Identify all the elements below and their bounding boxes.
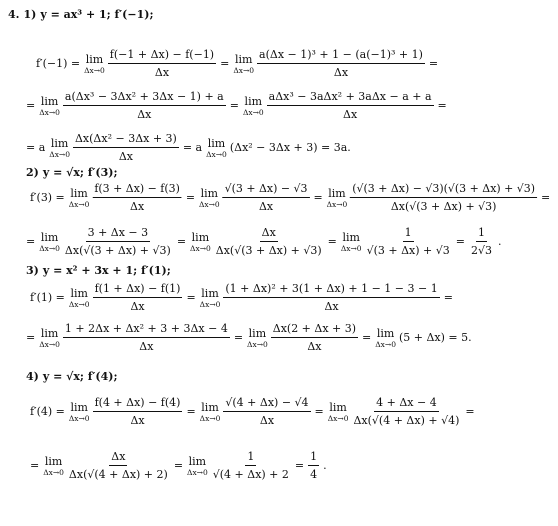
- math-text: = a: [26, 141, 46, 154]
- fraction: [257, 48, 425, 79]
- fraction: [350, 182, 537, 213]
- math-text: = a: [182, 141, 203, 154]
- limit-subscript: Δx→0: [187, 467, 208, 477]
- math-text: =: [26, 235, 36, 248]
- fraction-numerator: f(4 + Δx) − f(4): [93, 396, 183, 412]
- fraction-numerator: aΔx³ − 3aΔx² + 3aΔx − a + a: [267, 90, 434, 106]
- limit-operator: [69, 187, 90, 209]
- limit-subscript: Δx→0: [190, 243, 211, 253]
- fraction-numerator: 1: [308, 450, 319, 466]
- fraction-denominator: √(3 + Δx) + √3: [366, 244, 450, 257]
- fraction: [214, 226, 324, 257]
- part-4-header: [26, 370, 122, 383]
- part-1-line-2: [26, 90, 451, 121]
- fraction-denominator: Δx(√(3 + Δx) + √3): [390, 199, 497, 213]
- limit-subscript: Δx→0: [84, 65, 105, 75]
- part-3-header: [26, 264, 175, 277]
- fraction-denominator: Δx: [333, 66, 349, 79]
- fraction-denominator: Δx(√(4 + Δx) + √4): [353, 414, 460, 427]
- math-text: =: [185, 191, 196, 204]
- part-3-label: 3): [26, 264, 39, 277]
- part-1-line-3: [26, 132, 355, 163]
- part-3-line-2: [26, 322, 476, 353]
- fraction-denominator: 4: [310, 468, 318, 481]
- limit-subscript: Δx→0: [68, 199, 90, 209]
- fraction-denominator: Δx: [307, 340, 322, 353]
- limit-operator: [69, 401, 90, 423]
- part-4-line-1: [30, 396, 479, 427]
- fraction-numerator: f(−1 + Δx) − f(−1): [108, 48, 216, 64]
- part-1-header: [8, 8, 158, 21]
- fraction-numerator: Δx: [260, 226, 278, 242]
- math-text: =: [327, 235, 337, 248]
- fraction-numerator: f(1 + Δx) − f(1): [93, 282, 183, 298]
- fraction: [223, 182, 310, 213]
- limit-subscript: Δx→0: [39, 339, 60, 349]
- limit-word: lim: [70, 286, 88, 300]
- limit-word: lim: [50, 136, 69, 150]
- math-text: =: [186, 405, 196, 418]
- part-1-line-1: [36, 48, 442, 79]
- limit-word: lim: [376, 326, 395, 340]
- fraction-numerator: (√(3 + Δx) − √3)(√(3 + Δx) + √3): [350, 182, 537, 198]
- fraction: [351, 396, 461, 427]
- limit-word: lim: [328, 186, 346, 200]
- limit-operator: [247, 327, 268, 349]
- limit-operator: [243, 95, 264, 117]
- fraction: [223, 282, 439, 313]
- fraction-denominator: Δx: [259, 414, 275, 427]
- math-text: =: [455, 235, 465, 248]
- limit-subscript: Δx→0: [199, 199, 220, 209]
- fraction-numerator: 3 + Δx − 3: [86, 226, 151, 242]
- fraction-numerator: (1 + Δx)² + 3(1 + Δx) + 1 − 1 − 3 − 1: [223, 282, 439, 298]
- fraction: [63, 226, 173, 257]
- math-text: =: [30, 459, 40, 472]
- limit-subscript: Δx→0: [39, 107, 60, 117]
- math-text: f′(1) =: [30, 291, 65, 304]
- fraction-numerator: a(Δx³ − 3Δx² + 3Δx − 1) + a: [63, 90, 226, 106]
- limit-operator: [49, 137, 70, 159]
- part-4-label: 4): [26, 370, 39, 383]
- limit-subscript: Δx→0: [375, 339, 396, 349]
- part-3-condition: y = x² + 3x + 1; f′(1);: [42, 264, 171, 277]
- limit-operator: [39, 231, 60, 253]
- limit-word: lim: [191, 230, 210, 244]
- math-text: =: [176, 235, 187, 248]
- math-text: (5 + Δx) = 5.: [398, 331, 472, 344]
- fraction: [365, 226, 452, 257]
- fraction: [93, 282, 183, 313]
- fraction: [63, 322, 230, 353]
- limit-subscript: Δx→0: [247, 339, 268, 349]
- fraction-denominator: Δx(√(3 + Δx) + √3): [64, 244, 171, 257]
- part-4-line-2: [30, 450, 331, 481]
- fraction-denominator: 2√3: [470, 244, 492, 257]
- limit-word: lim: [40, 326, 59, 340]
- fraction-denominator: √(4 + Δx) + 2: [212, 468, 289, 481]
- fraction: [271, 322, 358, 353]
- part-2-line-1: [30, 182, 554, 213]
- fraction-denominator: Δx: [118, 150, 133, 163]
- fraction-denominator: Δx: [154, 66, 170, 79]
- limit-operator: [39, 327, 60, 349]
- math-text: =: [362, 331, 372, 344]
- part-2-label: 2): [26, 166, 39, 179]
- fraction-numerator: Δx: [109, 450, 127, 466]
- limit-word: lim: [40, 94, 59, 108]
- fraction: [211, 450, 291, 481]
- limit-word: lim: [234, 52, 253, 66]
- fraction: [308, 450, 319, 481]
- limit-word: lim: [70, 186, 88, 200]
- math-text: =: [26, 99, 36, 112]
- math-text: =: [26, 331, 36, 344]
- limit-word: lim: [329, 400, 347, 414]
- part-2-line-2: [26, 226, 505, 257]
- math-text: =: [313, 191, 323, 204]
- fraction-denominator: Δx: [139, 340, 154, 353]
- math-text: =: [294, 459, 305, 472]
- fraction: [108, 48, 216, 79]
- math-text: =: [186, 291, 196, 304]
- fraction-numerator: √(3 + Δx) − √3: [223, 182, 310, 198]
- limit-word: lim: [188, 454, 207, 468]
- math-text: f′(−1) =: [36, 57, 81, 70]
- fraction-numerator: a(Δx − 1)³ + 1 − (a(−1)³ + 1): [257, 48, 425, 64]
- fraction-numerator: f(3 + Δx) − f(3): [92, 182, 182, 198]
- limit-subscript: Δx→0: [39, 243, 60, 253]
- limit-word: lim: [201, 400, 219, 414]
- part-4-condition: y = √x; f′(4);: [42, 370, 118, 383]
- fraction-denominator: Δx: [324, 300, 339, 313]
- math-text: f′(3) =: [30, 191, 65, 204]
- math-text: =: [428, 57, 439, 70]
- fraction-numerator: 1: [476, 226, 487, 242]
- fraction-numerator: 4 + Δx − 4: [374, 396, 439, 412]
- limit-subscript: Δx→0: [326, 199, 348, 209]
- limit-word: lim: [44, 454, 63, 468]
- limit-word: lim: [244, 94, 263, 108]
- limit-word: lim: [70, 400, 88, 414]
- fraction-denominator: Δx: [130, 199, 145, 213]
- fraction: [73, 132, 179, 163]
- limit-subscript: Δx→0: [68, 299, 90, 309]
- part-2-header: [26, 166, 122, 179]
- fraction: [67, 450, 170, 481]
- fraction-numerator: Δx(2 + Δx + 3): [271, 322, 358, 338]
- fraction-numerator: 1: [403, 226, 414, 242]
- fraction-denominator: Δx(√(3 + Δx) + √3): [215, 244, 322, 257]
- fraction-denominator: Δx: [137, 108, 152, 121]
- math-text: =: [541, 191, 551, 204]
- math-text: =: [173, 459, 184, 472]
- limit-subscript: Δx→0: [340, 243, 362, 253]
- part-2-condition: y = √x; f′(3);: [42, 166, 118, 179]
- fraction-numerator: √(4 + Δx) − √4: [223, 396, 310, 412]
- limit-operator: [43, 455, 64, 477]
- limit-word: lim: [200, 186, 219, 200]
- math-text: =: [443, 291, 453, 304]
- limit-subscript: Δx→0: [43, 467, 64, 477]
- fraction-numerator: 1: [245, 450, 256, 466]
- limit-operator: [327, 187, 348, 209]
- fraction-denominator: Δx: [130, 300, 145, 313]
- limit-operator: [190, 231, 211, 253]
- part-3-line-1: [30, 282, 457, 313]
- math-text: =: [233, 331, 244, 344]
- part-1-condition: y = ax³ + 1; f′(−1);: [40, 8, 154, 21]
- fraction-denominator: Δx: [130, 414, 145, 427]
- math-text: =: [437, 99, 447, 112]
- fraction-denominator: Δx(√(4 + Δx) + 2): [68, 468, 168, 481]
- math-text: =: [229, 99, 239, 112]
- problem-number: 4.: [8, 8, 20, 21]
- fraction: [267, 90, 434, 121]
- math-text: =: [220, 57, 230, 70]
- limit-operator: [39, 95, 60, 117]
- limit-word: lim: [201, 286, 219, 300]
- limit-operator: [200, 287, 221, 309]
- limit-subscript: Δx→0: [327, 413, 349, 423]
- math-text: =: [465, 405, 475, 418]
- limit-operator: [69, 287, 90, 309]
- fraction: [93, 396, 183, 427]
- math-text: .: [497, 235, 502, 248]
- limit-operator: [84, 53, 105, 75]
- limit-subscript: Δx→0: [199, 413, 221, 423]
- limit-word: lim: [40, 230, 59, 244]
- limit-operator: [206, 137, 227, 159]
- limit-subscript: Δx→0: [68, 413, 90, 423]
- limit-operator: [187, 455, 208, 477]
- math-text: (Δx² − 3Δx + 3) = 3a.: [229, 141, 351, 154]
- limit-operator: [328, 401, 349, 423]
- limit-subscript: Δx→0: [206, 149, 227, 159]
- limit-operator: [341, 231, 362, 253]
- fraction-numerator: 1 + 2Δx + Δx² + 3 + 3Δx − 4: [63, 322, 230, 338]
- fraction: [92, 182, 182, 213]
- fraction: [469, 226, 494, 257]
- limit-subscript: Δx→0: [242, 107, 264, 117]
- math-text: f′(4) =: [30, 405, 65, 418]
- fraction: [63, 90, 226, 121]
- limit-operator: [199, 187, 220, 209]
- limit-word: lim: [85, 52, 104, 66]
- limit-subscript: Δx→0: [49, 149, 70, 159]
- limit-operator: [375, 327, 396, 349]
- limit-subscript: Δx→0: [233, 65, 255, 75]
- limit-word: lim: [207, 136, 226, 150]
- fraction-denominator: Δx: [343, 108, 358, 121]
- math-text: .: [323, 459, 327, 472]
- limit-operator: [233, 53, 254, 75]
- fraction-denominator: Δx: [259, 199, 274, 213]
- limit-word: lim: [342, 230, 360, 244]
- limit-operator: [200, 401, 221, 423]
- math-text: =: [314, 405, 324, 418]
- fraction-numerator: Δx(Δx² − 3Δx + 3): [73, 132, 179, 148]
- part-1-label: 1): [23, 8, 37, 21]
- limit-word: lim: [248, 326, 267, 340]
- limit-subscript: Δx→0: [199, 299, 221, 309]
- fraction: [223, 396, 310, 427]
